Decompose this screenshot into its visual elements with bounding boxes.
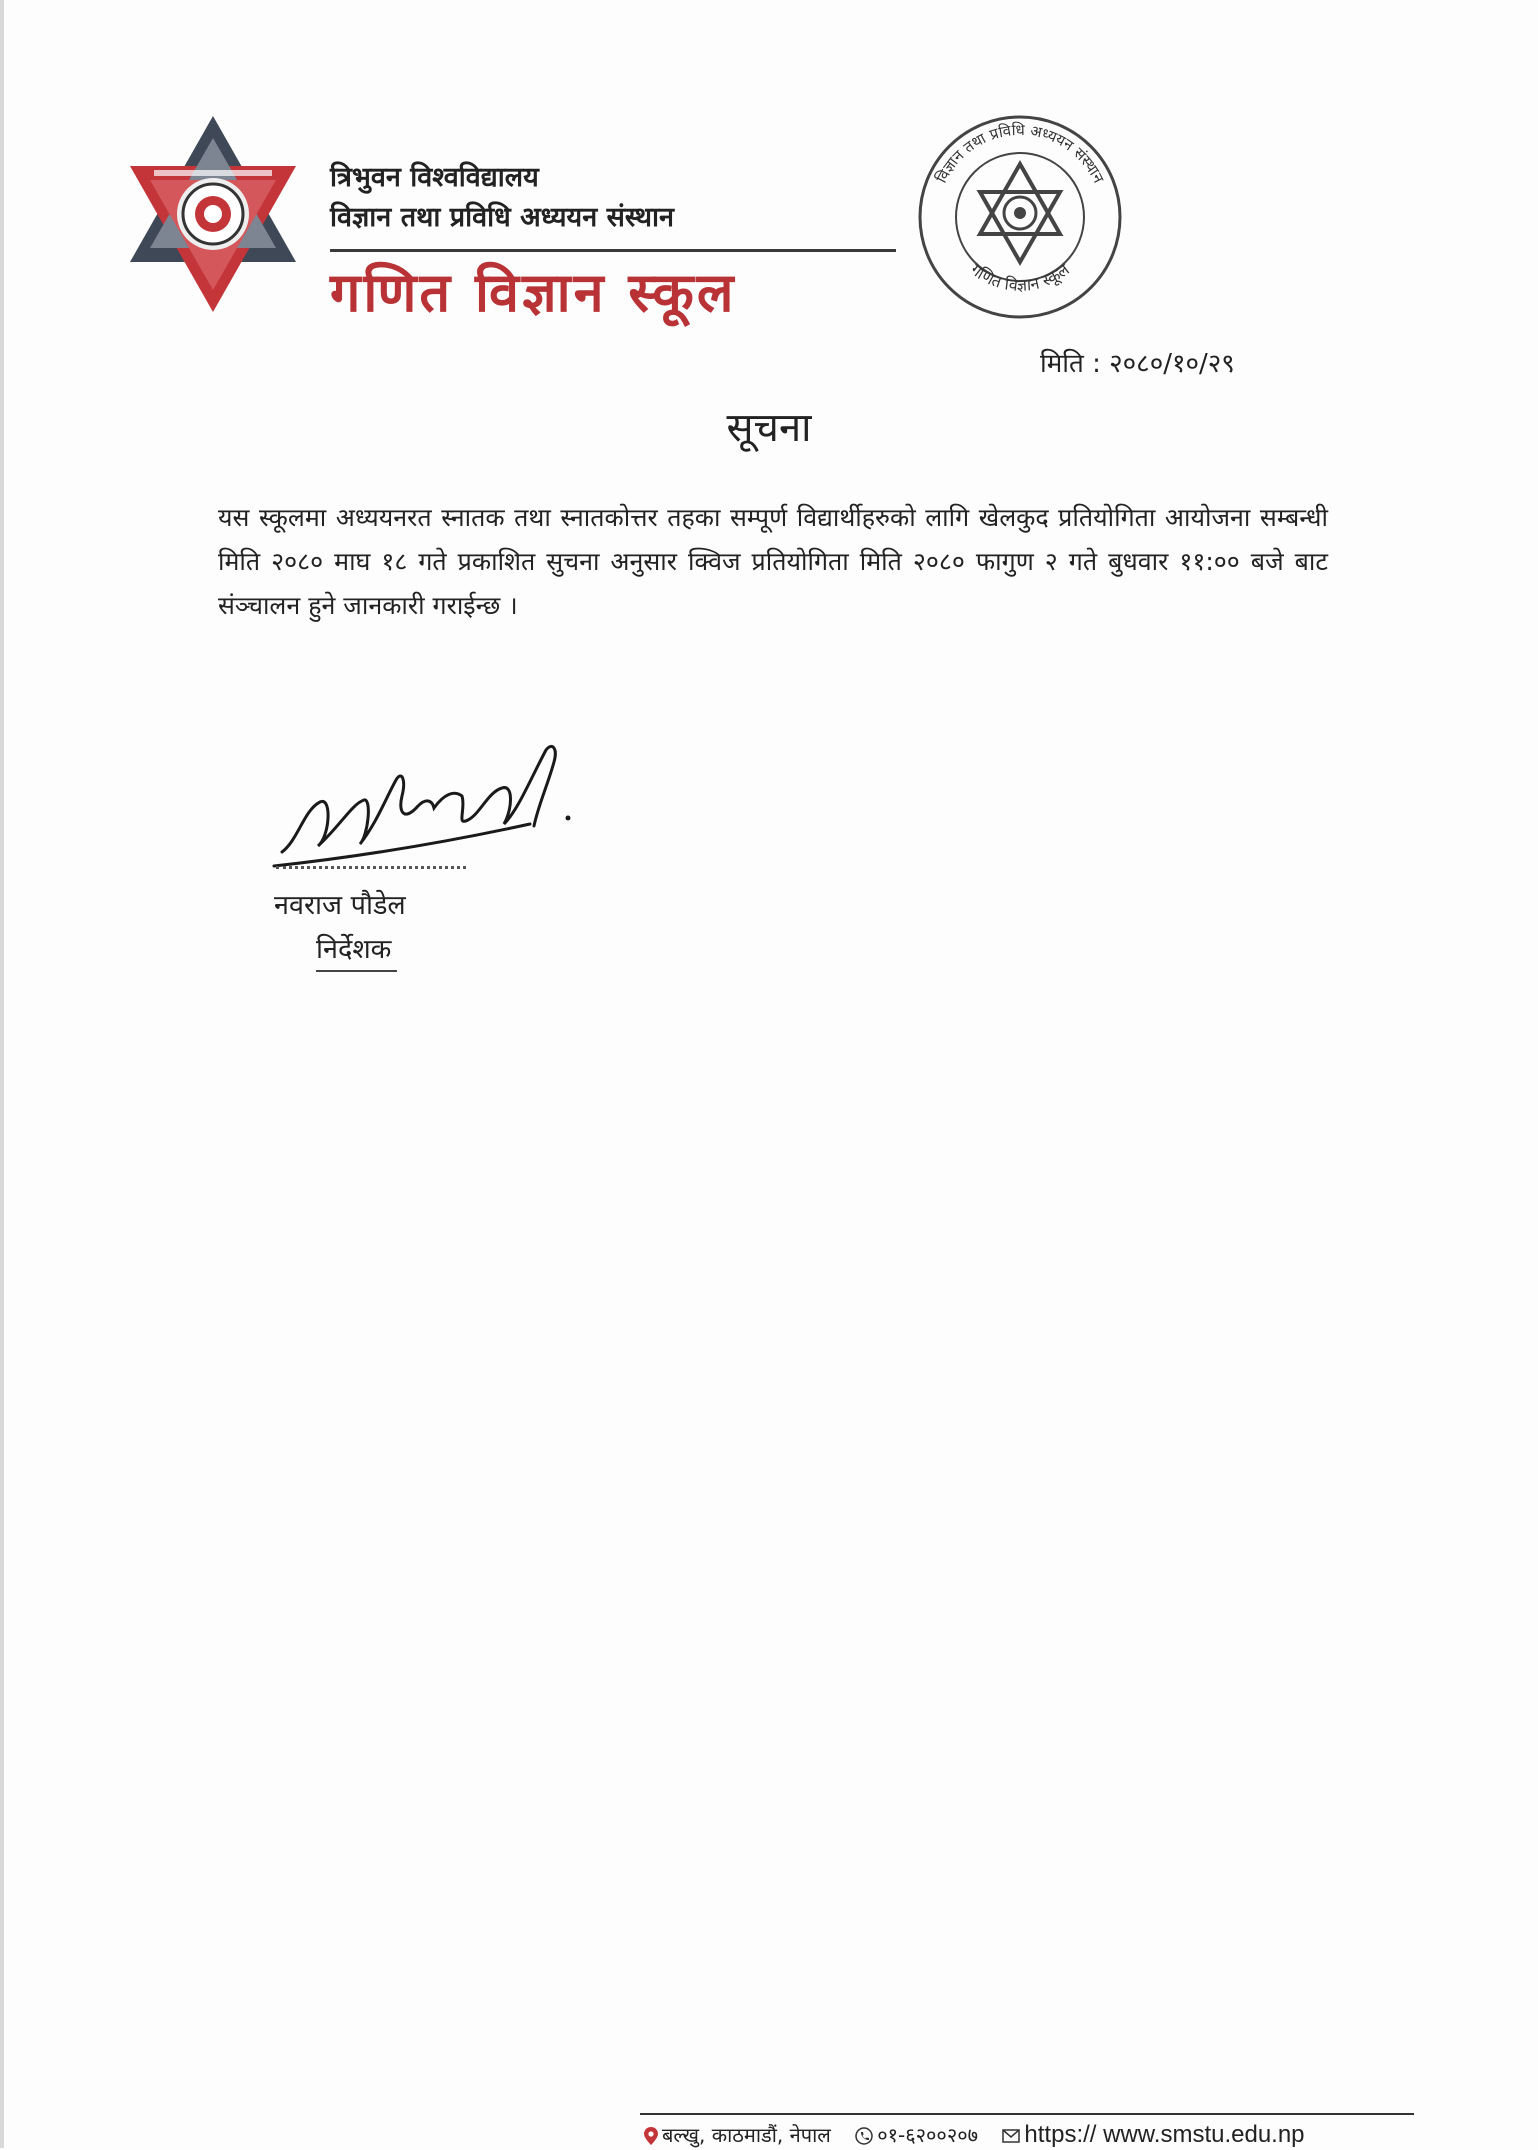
footer-divider — [640, 2113, 1414, 2115]
notice-title: सूचना — [726, 405, 812, 451]
phone-icon — [855, 2127, 873, 2145]
mail-icon — [1002, 2129, 1020, 2143]
institute-name: विज्ञान तथा प्रविधि अध्ययन संस्थान — [330, 202, 675, 233]
address-text: बल्खु, काठमाडौं, नेपाल — [662, 2122, 831, 2147]
signatory-title: निर्देशक — [316, 930, 397, 972]
signatory-name: नवराज पौडेल — [274, 890, 406, 921]
letterhead-text — [330, 160, 900, 236]
footer-phone — [855, 2120, 978, 2150]
location-pin-icon — [644, 2127, 658, 2145]
notice-body: यस स्कूलमा अध्ययनरत स्नातक तथा स्नातकोत्तर तहका सम्पूर्ण विद्यार्थीहरुको लागि खेलकुद प्रतियोगिता आयोजना सम्बन्धी मिति २०८० माघ १८ गते प्रकाशित सुचना अनुसार क्विज प्रतियोगिता मिति २०८० फागुण २ गते बुधवार ११:०० बजे बाट संञ्चालन हुने जानकारी गराईन्छ । — [218, 503, 1328, 620]
university-name: त्रिभुवन विश्वविद्यालय — [330, 162, 539, 193]
letterhead-divider — [330, 249, 896, 252]
footer-address — [644, 2120, 831, 2150]
date-value: २०८०/१०/२९ — [1109, 349, 1235, 379]
phone-text: ०१-६२००२०७ — [877, 2122, 979, 2147]
notice-date — [1040, 344, 1235, 380]
footer-website — [1002, 2120, 1304, 2150]
tribhuvan-university-logo-icon — [124, 112, 302, 317]
footer — [644, 2118, 1414, 2148]
signature-line — [276, 866, 466, 869]
svg-text:विज्ञान तथा प्रविधि अध्ययन संस: विज्ञान तथा प्रविधि अध्ययन संस्थान — [932, 120, 1108, 186]
paper-edge — [0, 0, 4, 2148]
school-seal-stamp-icon — [910, 112, 1130, 322]
school-name: गणित विज्ञान स्कूल — [330, 261, 737, 324]
handwritten-signature-icon — [268, 740, 588, 880]
svg-text:गणित विज्ञान स्कूल: गणित विज्ञान स्कूल — [967, 259, 1073, 295]
website-text: https:// www.smstu.edu.np — [1024, 2120, 1305, 2148]
date-label: मिति : — [1040, 349, 1101, 379]
